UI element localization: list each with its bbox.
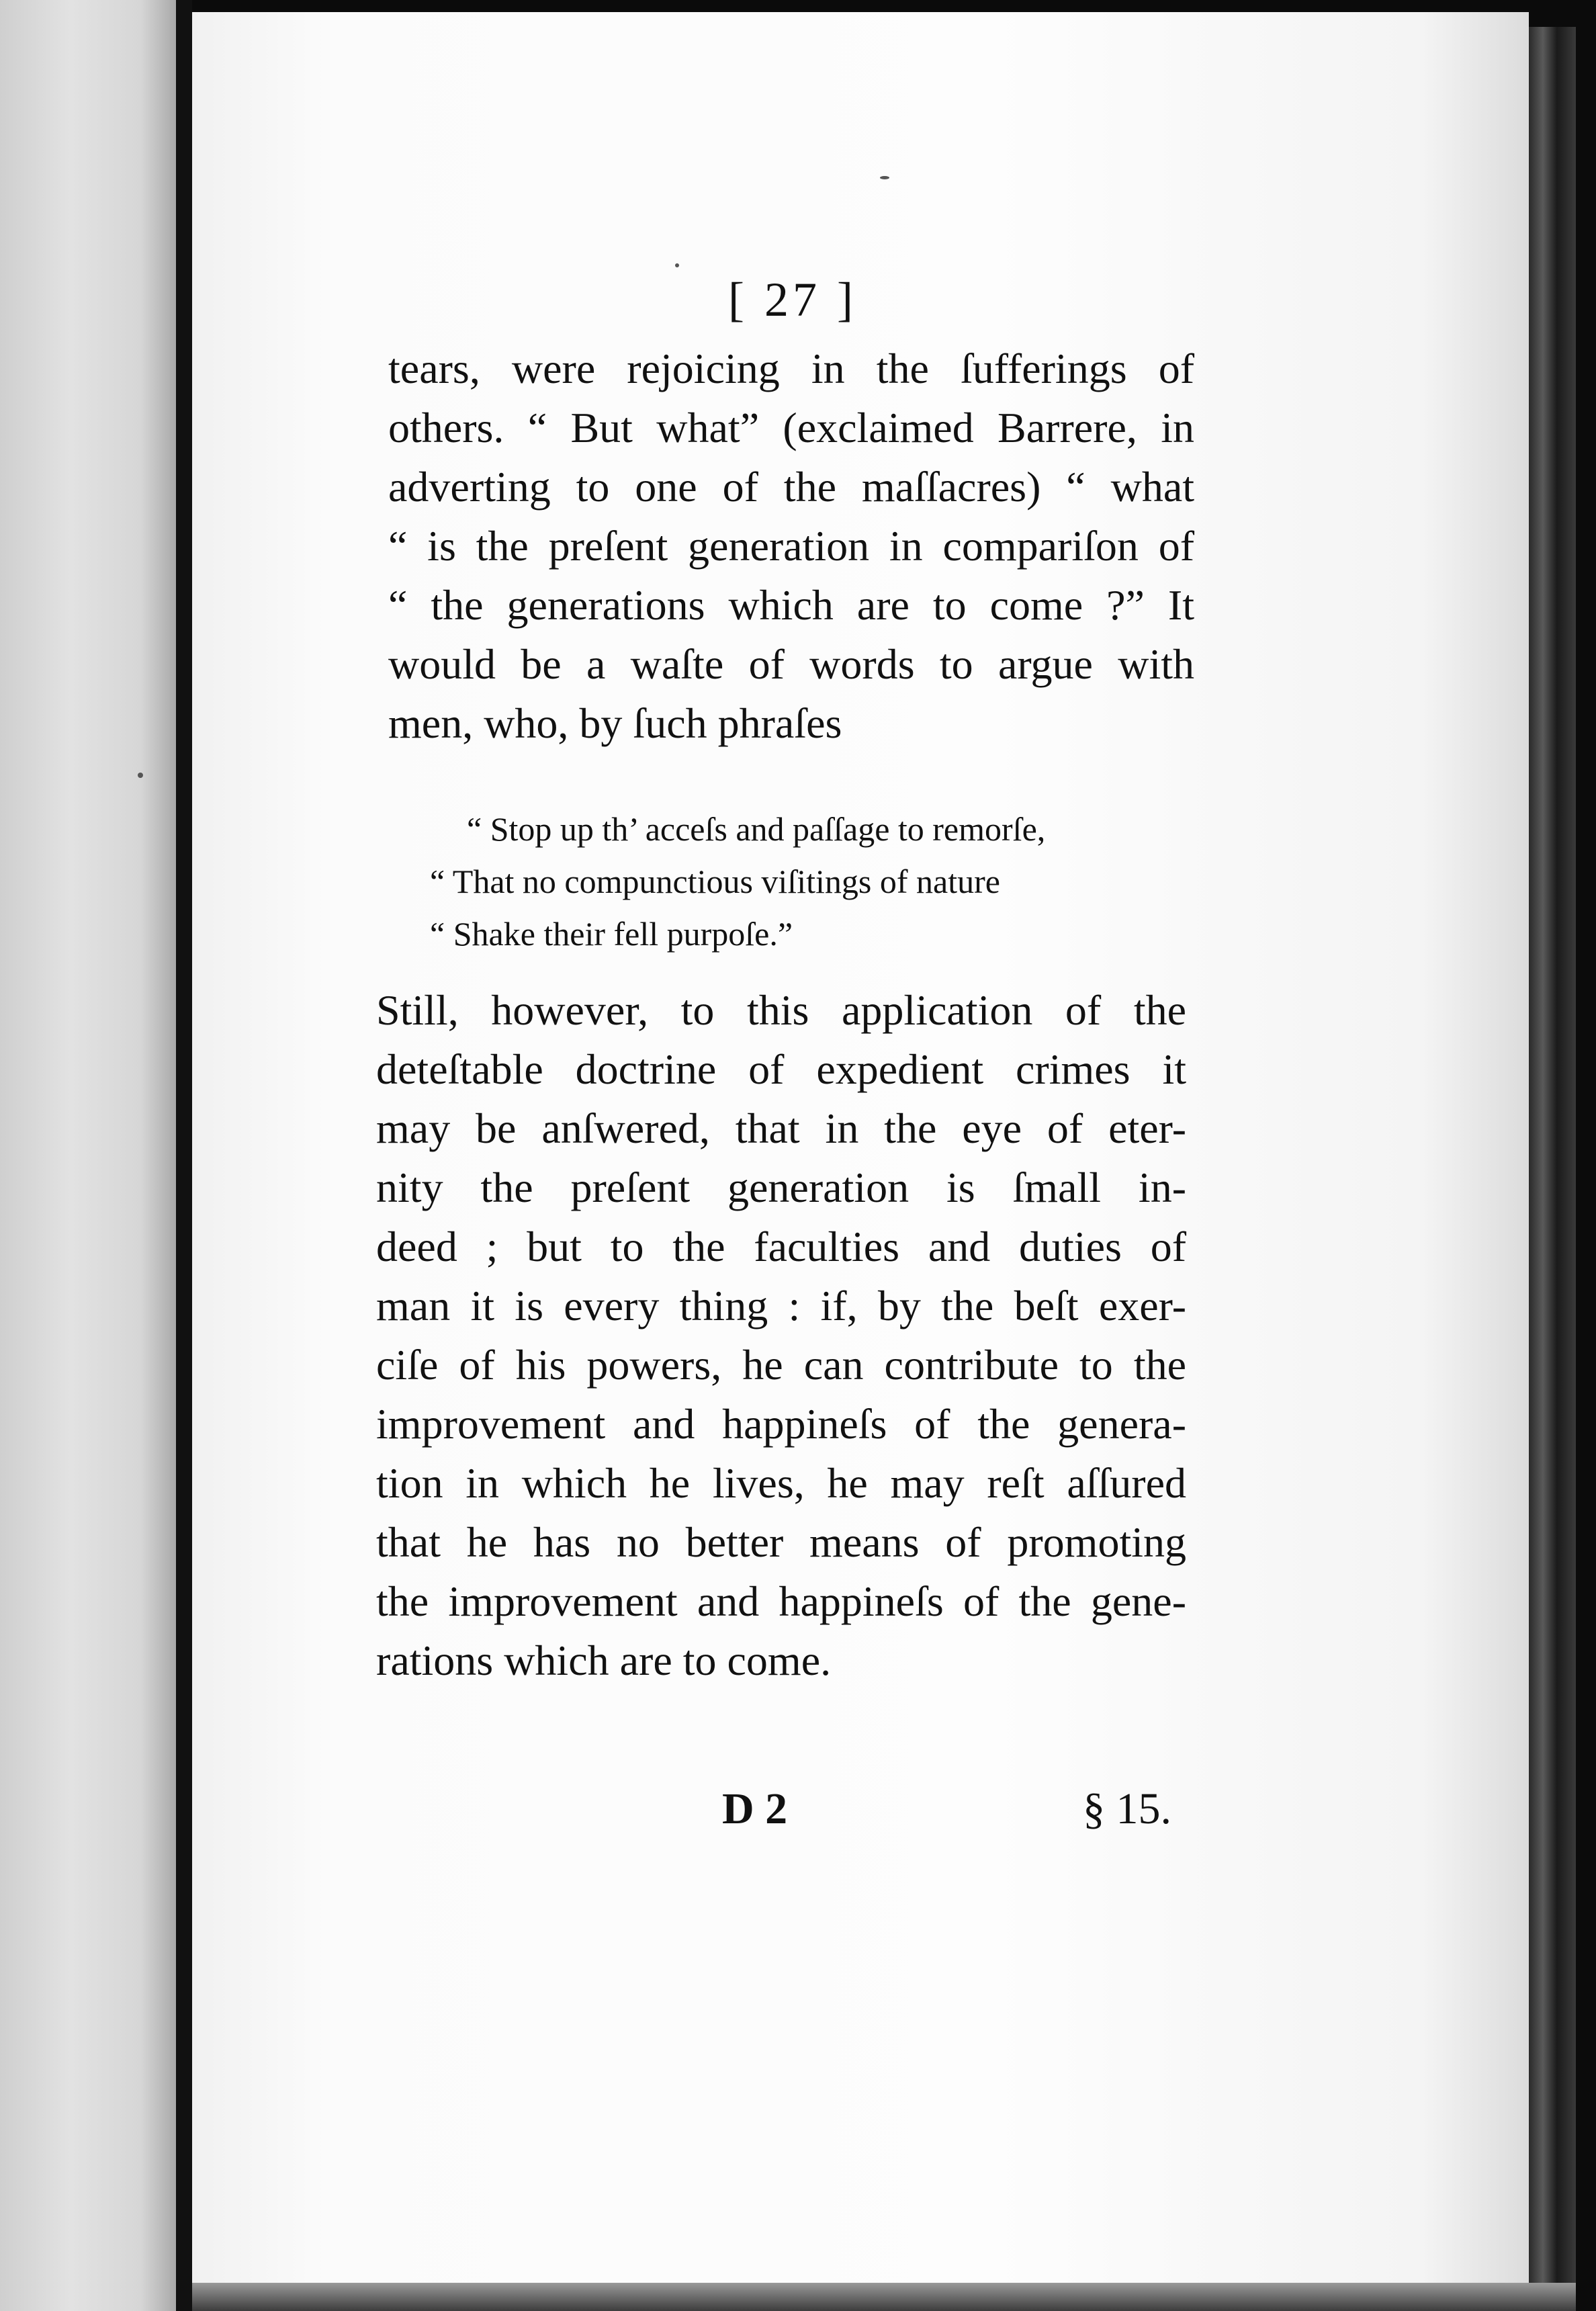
text-line: deteſtable doctrine of expedient crimes it — [376, 1045, 1186, 1093]
page-right-edge — [1529, 27, 1576, 2291]
text-line: the improvement and happineſs of the gene- — [376, 1577, 1186, 1625]
text-line: “ the generations which are to come ?” It — [388, 581, 1194, 629]
text-line: “ is the preſent generation in compariſon of — [388, 522, 1194, 570]
signature-mark: D 2 — [722, 1784, 788, 1833]
text-line: deed ; but to the faculties and duties of — [376, 1223, 1186, 1270]
text-line: nity the preſent generation is ſmall in- — [376, 1164, 1186, 1211]
text-line: may be anſwered, that in the eye of eter- — [376, 1104, 1186, 1152]
paragraph-2 — [376, 981, 1186, 1690]
page-number-header: [ 27 ] — [728, 273, 857, 326]
text-line: that he has no better means of promoting — [376, 1518, 1186, 1566]
verse-line: “ Shake their fell purpoſe.” — [430, 915, 793, 953]
verse-line: “ That no compunctious viſitings of nature — [430, 863, 1000, 900]
paragraph-1 — [388, 339, 1194, 753]
verse-line: “ Stop up th’ acceſs and paſſage to remorſe, — [467, 810, 1046, 848]
verse-quotation — [430, 803, 1182, 960]
text-line: tears, were rejoicing in the ſufferings of — [388, 345, 1194, 392]
text-line: others. “ But what” (exclaimed Barrere, in — [388, 404, 1194, 451]
previous-page-margin — [0, 0, 176, 2311]
paper-speck — [880, 176, 889, 179]
text-line: tion in which he lives, he may reſt aſſured — [376, 1459, 1186, 1507]
text-line: adverting to one of the maſſacres) “ what — [388, 463, 1194, 511]
text-line: men, who, by ſuch phraſes — [388, 699, 842, 747]
text-line: rations which are to come. — [376, 1637, 832, 1684]
text-line: Still, however, to this application of the — [376, 986, 1186, 1034]
text-line: would be a waſte of words to argue with — [388, 640, 1194, 688]
binding-gutter — [176, 0, 192, 2311]
page-bottom-edge — [192, 2283, 1576, 2311]
text-line: improvement and happineſs of the genera- — [376, 1400, 1186, 1448]
text-line: man it is every thing : if, by the beſt exer- — [376, 1282, 1186, 1329]
catchword: § 15. — [1083, 1784, 1171, 1833]
paper-speck — [138, 773, 143, 778]
text-line: ciſe of his powers, he can contribute to the — [376, 1341, 1186, 1389]
paper-speck — [675, 263, 679, 267]
